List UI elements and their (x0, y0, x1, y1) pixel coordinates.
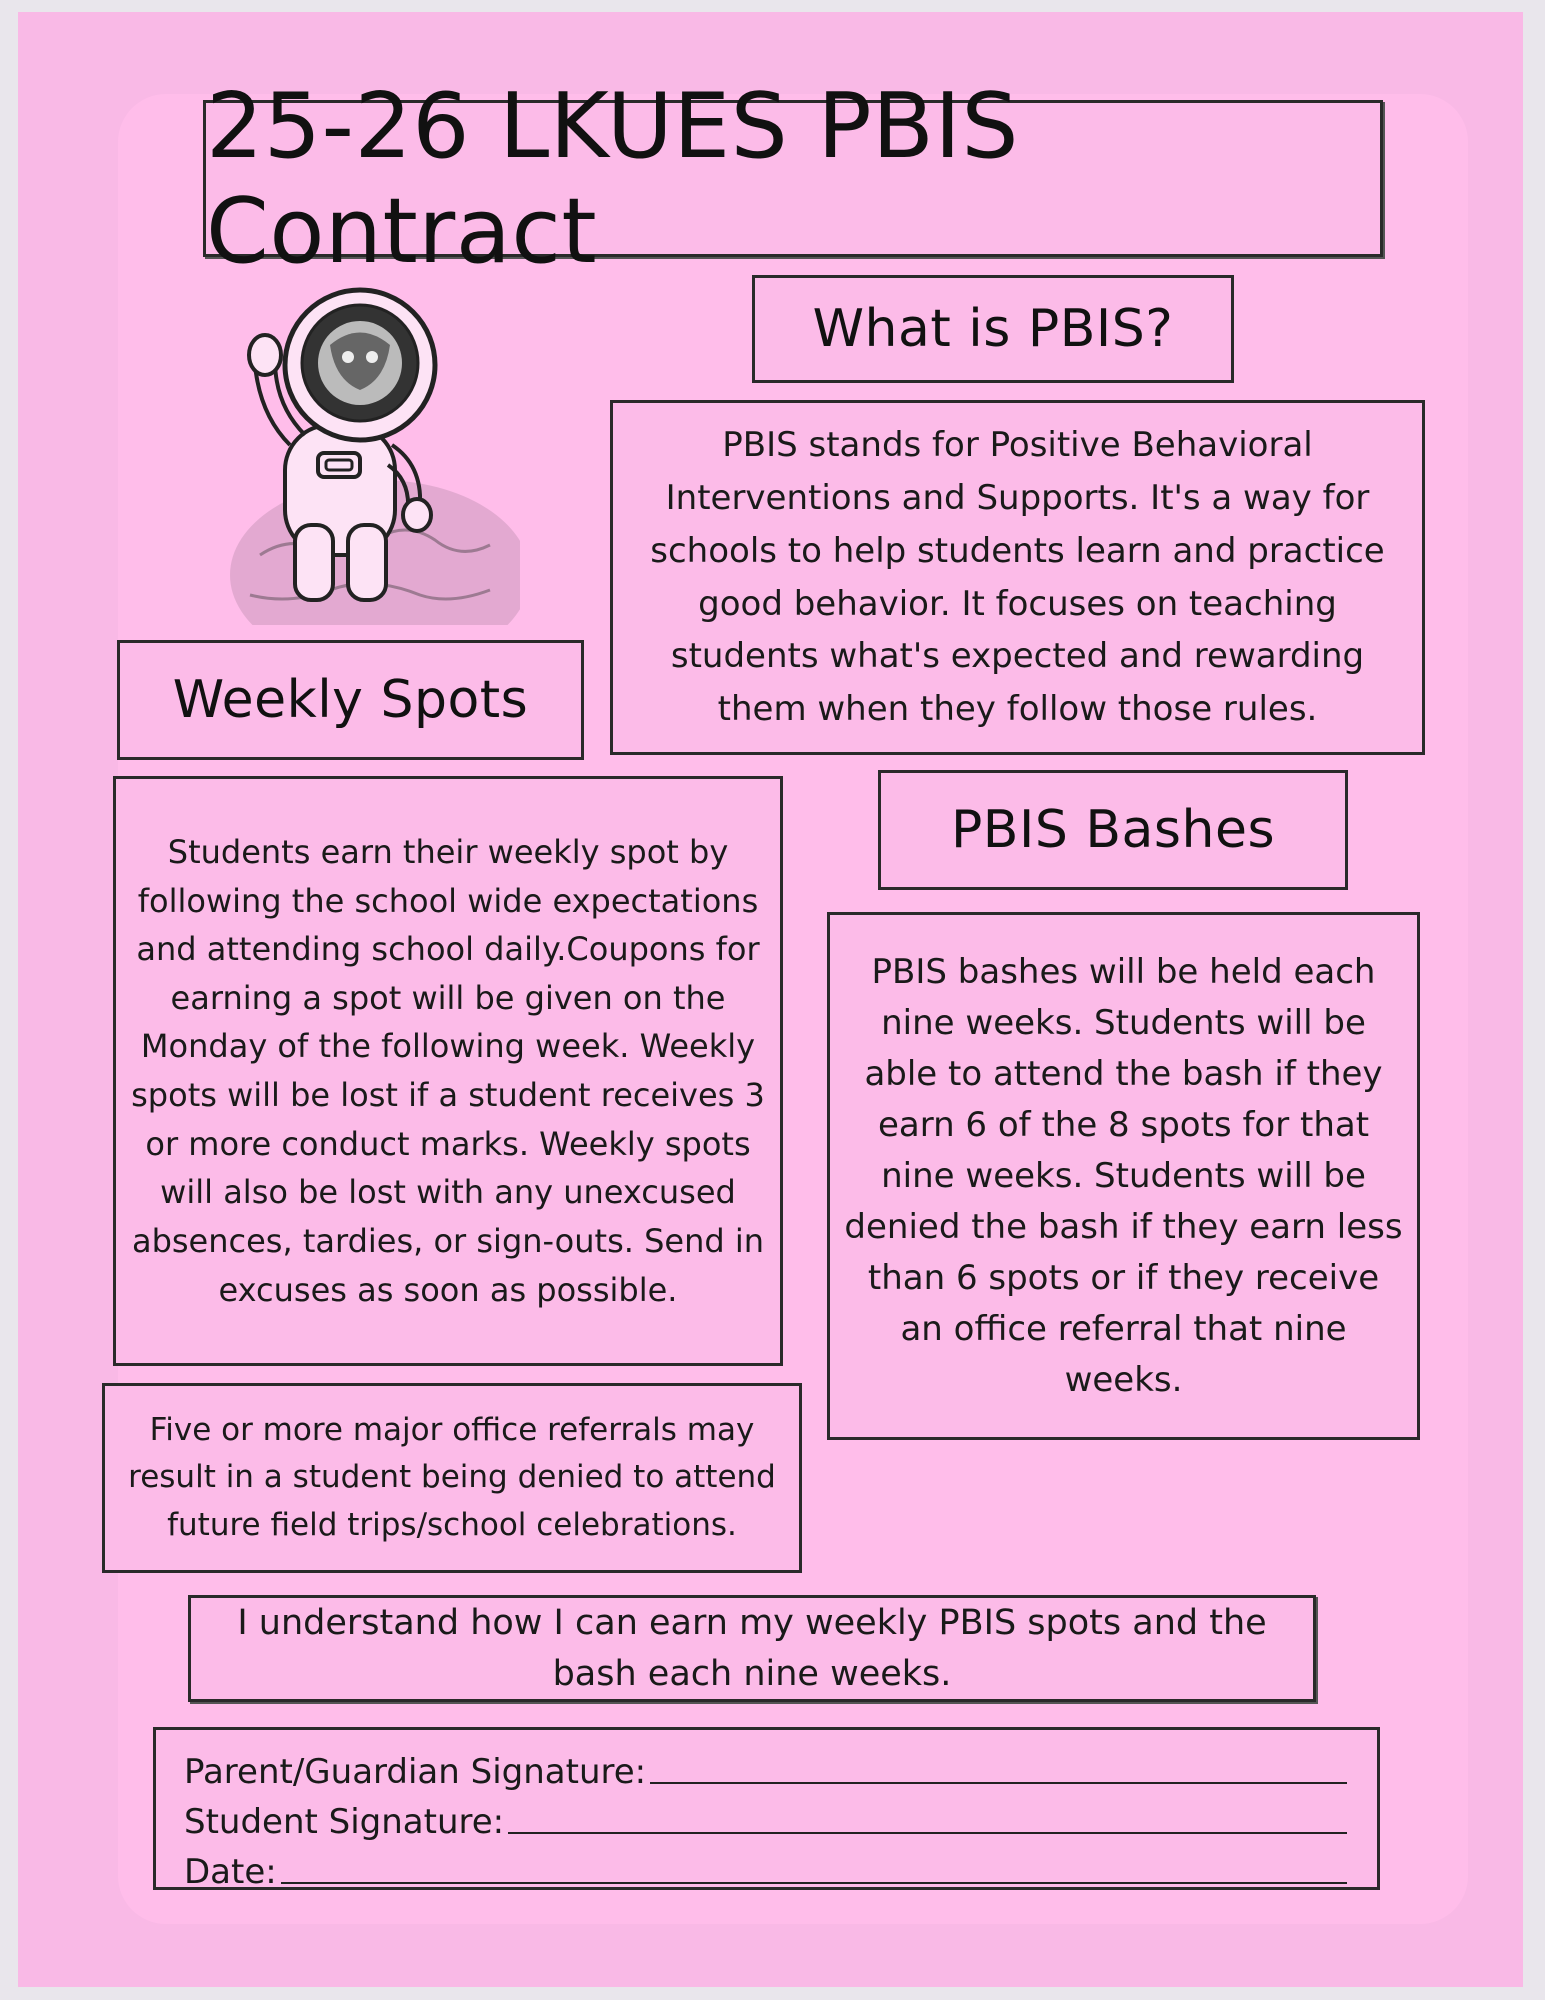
weekly-spots-text: Students earn their weekly spot by following the school wide expectations and attending school daily.Coupons for earning a spot will be given on the Monday of the following week. Weekly spots will be lost if a student receives 3 or more conduct marks. Weekly spots will also be lost with any unexcused absences, tardies, or sign-outs. Send in excuses as soon as possible. (113, 776, 783, 1366)
what-is-pbis-text: PBIS stands for Positive Behavioral Interventions and Supports. It's a way for schools to help students learn and practice good behavior. It focuses on teaching students what's expected and rewarding them when they follow those rules. (610, 400, 1425, 755)
weekly-spots-heading: Weekly Spots (117, 640, 584, 760)
parent-signature-label: Parent/Guardian Signature: (184, 1752, 647, 1792)
date-label: Date: (184, 1852, 277, 1892)
astronaut-icon (220, 275, 520, 625)
date-line[interactable] (281, 1882, 1347, 1884)
pbis-bashes-text: PBIS bashes will be held each nine weeks. Students will be able to attend the bash if they earn 6 of the 8 spots for that nine weeks. Students will be denied the bash if they earn less than 6 spots or if they receive an office referral that nine weeks. (827, 912, 1420, 1440)
date-row[interactable] (184, 1842, 1347, 1892)
referral-note: Five or more major office referrals may result in a student being denied to attend future field trips/school celebrations. (102, 1383, 802, 1573)
what-is-pbis-heading: What is PBIS? (752, 275, 1234, 383)
student-signature-row[interactable] (184, 1792, 1347, 1842)
signature-section (153, 1727, 1380, 1890)
student-signature-label: Student Signature: (184, 1802, 505, 1842)
student-signature-line[interactable] (508, 1832, 1347, 1834)
parent-signature-line[interactable] (650, 1782, 1347, 1784)
understanding-statement: I understand how I can earn my weekly PBIS spots and the bash each nine weeks. (188, 1595, 1316, 1702)
parent-signature-row[interactable] (184, 1742, 1347, 1792)
page-title: 25-26 LKUES PBIS Contract (203, 100, 1383, 257)
pbis-bashes-heading: PBIS Bashes (878, 770, 1348, 890)
